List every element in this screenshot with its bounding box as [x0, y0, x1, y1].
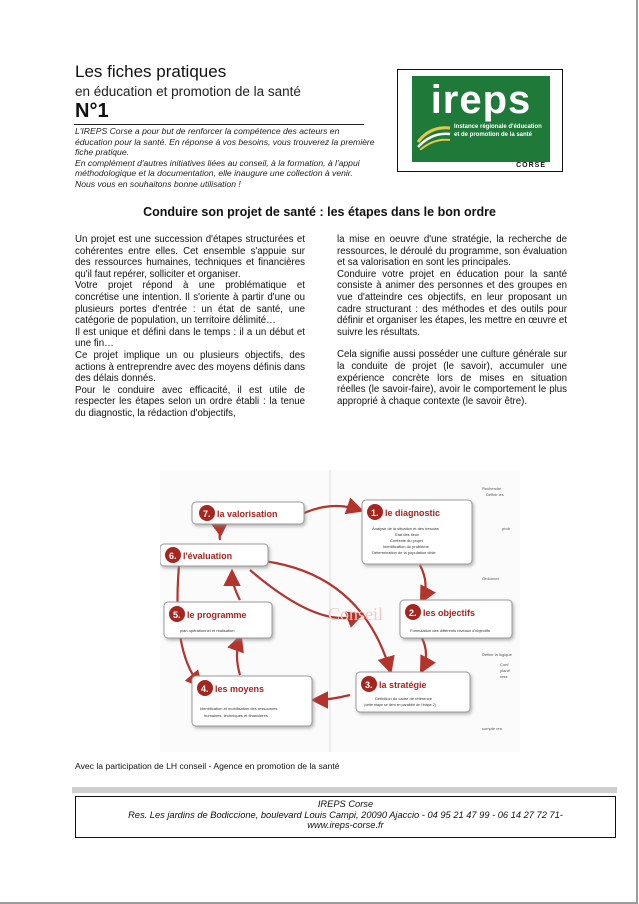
svg-text:Détermination de la population: Détermination de la population cible — [372, 550, 436, 555]
project-cycle-diagram — [160, 470, 520, 752]
logo-line-2: et de promotion de la santé — [454, 132, 533, 138]
article-paragraph: Pour le conduire avec efficacité, il est utile de respecter les étapes selon un ordre établi : la tenue du diagnostic, la rédaction d'objectifs, — [75, 384, 305, 419]
svg-text:2.: 2. — [409, 608, 417, 618]
issue-number: N°1 — [75, 100, 109, 122]
svg-text:la stratégie: la stratégie — [379, 680, 427, 690]
step-moyens — [192, 676, 312, 726]
step-strategie — [356, 672, 470, 712]
logo-region: CORSE — [516, 162, 546, 169]
article-column-left — [75, 234, 305, 420]
svg-text:Définir les: Définir les — [486, 492, 504, 497]
svg-text:Conf: Conf — [500, 662, 509, 667]
step-evaluation — [160, 544, 268, 566]
article-paragraph: Cela signifie aussi posséder une culture générale sur la conduite de projet (le savoir), accumuler une expérience concrète lors de mises en situation réelles (le savoir-faire), avoir le comportement le plus approprié à chaque contexte (le savoir être). — [337, 349, 567, 407]
step-objectifs — [400, 600, 512, 638]
svg-text:Analyse de la situation et des: Analyse de la situation et des besoins — [372, 526, 439, 531]
article-column-right — [337, 234, 567, 407]
article-paragraph: Votre projet répond à une problématique et concrétise une intention. Il s'oriente à partir d'une ou plusieurs portes d'entrée : un état de santé, une catégorie de population, un territoire délimité… — [75, 280, 305, 327]
logo-swoosh-icon — [416, 120, 452, 150]
article-paragraph: Conduire votre projet en éducation pour la santé consiste à animer des personnes et des groupes en vue d'atteindre ces objectifs, en leur proposant un cadre structurant : des méthodes et des outils pour définir et organiser les étapes, les mettre en œuvre et suivre les résultats. — [337, 268, 567, 338]
svg-text:5.: 5. — [173, 610, 181, 620]
article-paragraph: Il est unique et défini dans le temps : il a un début et une fin… — [75, 326, 305, 350]
svg-text:humaines, techniques et financ: humaines, techniques et financières — [204, 713, 268, 718]
footer-contact — [75, 796, 616, 838]
step-diagnostic — [362, 500, 472, 564]
svg-text:6.: 6. — [169, 551, 177, 561]
svg-text:les objectifs: les objectifs — [423, 608, 476, 618]
svg-text:planif: planif — [500, 668, 510, 673]
svg-text:Etat des lieux: Etat des lieux — [395, 532, 420, 537]
diagram-watermark: Conseil — [328, 604, 384, 624]
svg-text:les moyens: les moyens — [215, 684, 265, 694]
step-programme — [164, 602, 272, 638]
svg-text:Recherche: Recherche — [482, 486, 502, 491]
footer-address: Res. Les jardins de Bodiccione, boulevard Louis Campi, 20090 Ajaccio - 04 95 21 47 99 - 06 14 27 72 71- — [128, 809, 563, 820]
article-paragraph: Un projet est une succession d'étapes structurées et cohérentes entre elles. Cet ensemble s'appuie sur des ressources humaines, techniques et financières qu'il faut repérer, solliciter et organiser. — [75, 234, 305, 280]
svg-text:(cette étape se tient en paral: (cette étape se tient en parallèle de l'étape 2) — [364, 703, 436, 707]
svg-text:l'évaluation: l'évaluation — [183, 551, 233, 561]
footnote: Avec la participation de LH conseil - Agence en promotion de la santé — [75, 761, 340, 771]
intro-paragraph: En complément d'autres initiatives liées au conseil, à la formation, à l'appui méthodologique et la documentation, elle inaugure une collection à venir. Nous vous en souhaitons bonne utilisation ! — [75, 157, 360, 189]
svg-text:Identification du problème: Identification du problème — [383, 544, 429, 549]
svg-text:1.: 1. — [371, 508, 379, 518]
svg-text:prob: prob — [502, 526, 511, 531]
svg-text:ress: ress — [500, 674, 508, 679]
svg-text:7.: 7. — [203, 509, 211, 519]
footer-website-link[interactable]: www.ireps-corse.fr — [307, 820, 384, 830]
svg-text:Contexte du projet: Contexte du projet — [390, 538, 423, 543]
logo-line-1: Instance régionale d'éducation — [454, 124, 542, 130]
article-paragraph: Ce projet implique un ou plusieurs objectifs, des actions à entreprendre avec des moyens définis dans des délais donnés. — [75, 349, 305, 385]
footer-shadow — [72, 787, 617, 793]
intro-paragraph: L'IREPS Corse a pour but de renforcer la compétence des acteurs en éducation pour la santé. En réponse à vos besoins, vous trouverez la première fiche pratique. — [75, 126, 375, 158]
svg-text:Ordonner: Ordonner — [482, 576, 499, 581]
step-valorisation — [192, 502, 304, 524]
svg-text:Définir la logique: Définir la logique — [482, 652, 512, 657]
logo-word: ireps — [430, 78, 532, 122]
title-rule — [74, 124, 364, 125]
intro-text — [75, 126, 375, 190]
article-paragraph: la mise en oeuvre d'une stratégie, la recherche de ressources, le déroulé du programme, son évaluation et sa valorisation en sont les principales. — [337, 234, 567, 269]
article-title: Conduire son projet de santé : les étapes dans le bon ordre — [143, 205, 496, 219]
series-title: Les fiches pratiques — [75, 62, 227, 81]
footer-org-name: IREPS Corse — [317, 799, 374, 809]
svg-text:3.: 3. — [365, 680, 373, 690]
svg-text:la valorisation: la valorisation — [217, 509, 278, 519]
ireps-logo — [397, 69, 563, 172]
svg-text:le programme: le programme — [187, 610, 247, 620]
svg-text:4.: 4. — [201, 684, 209, 694]
svg-text:compte ren: compte ren — [482, 726, 503, 731]
svg-text:plan opérationnel et réalisati: plan opérationnel et réalisation — [180, 628, 235, 633]
logo-panel — [412, 76, 550, 162]
svg-text:Identification et mobilisation: Identification et mobilisation des ressources — [200, 706, 278, 711]
series-subtitle: en éducation et promotion de la santé — [75, 84, 301, 99]
svg-text:le diagnostic: le diagnostic — [385, 508, 441, 518]
svg-text:Formulation des différents niv: Formulation des différents niveaux d'objectifs — [410, 628, 490, 633]
svg-text:Définition du cadre de référen: Définition du cadre de référence — [375, 696, 432, 701]
